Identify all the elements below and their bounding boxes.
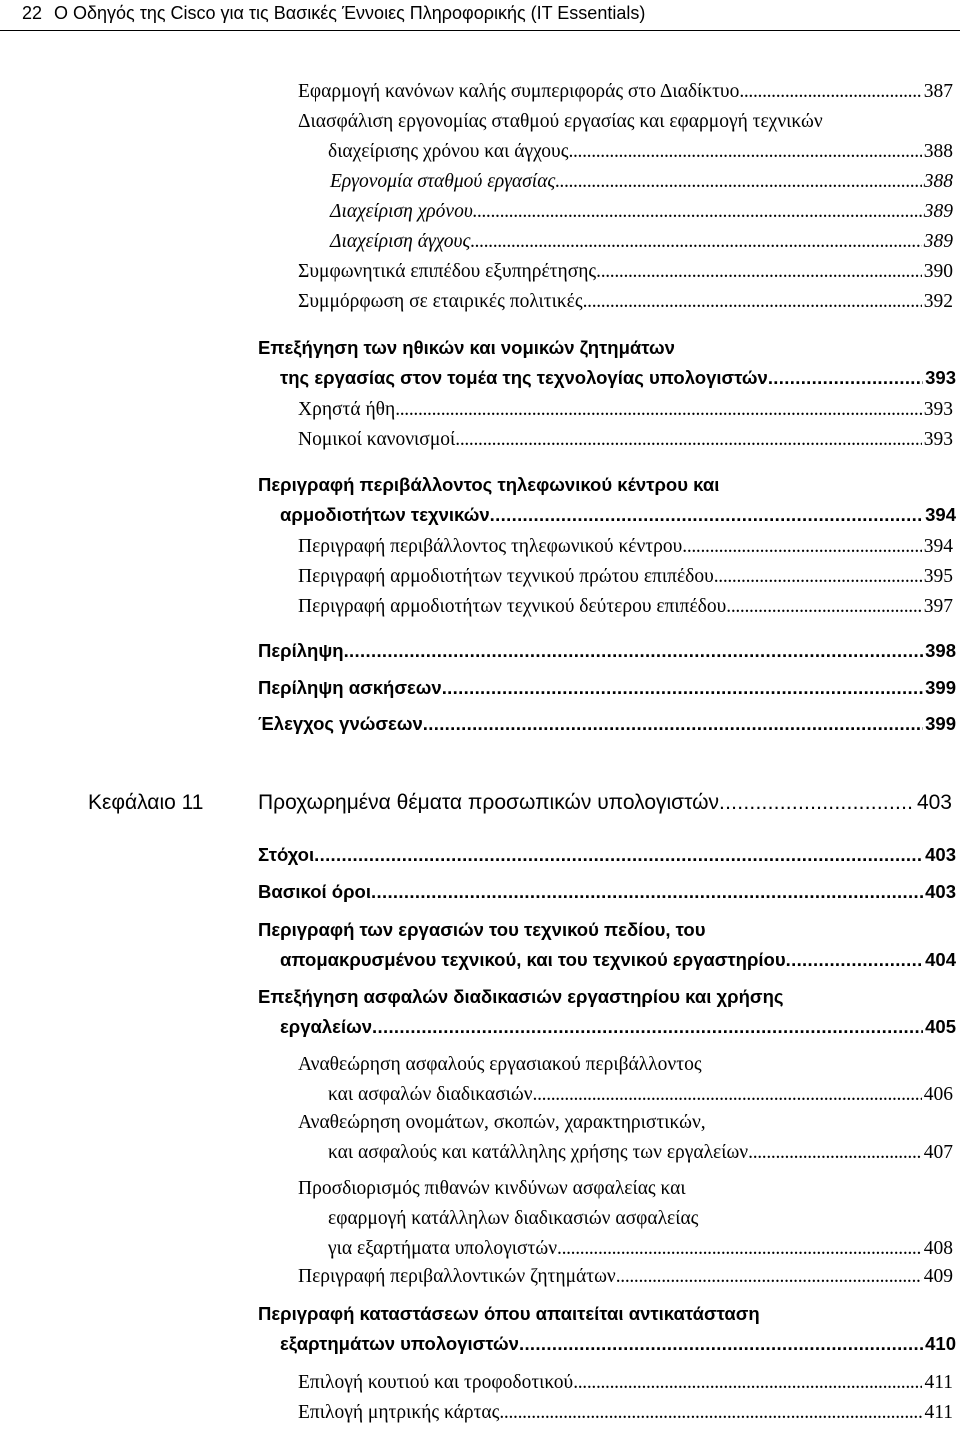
toc-entry-page: 398 [925, 640, 956, 661]
dot-leader [719, 786, 915, 820]
toc-entry [0, 470, 960, 530]
toc-entry [0, 77, 960, 107]
toc-entry-line [258, 333, 956, 363]
toc-entry-line [280, 945, 956, 975]
page-header [0, 0, 960, 31]
toc-entry-page: 407 [923, 1142, 953, 1163]
toc-entry-title: Περιγραφή καταστάσεων όπου απαιτείται αντικατάσταση [258, 1303, 760, 1324]
chapter-label: Κεφάλαιο 11 [88, 791, 204, 814]
toc-entry-title: Αναθεώρηση ονομάτων, σκοπών, χαρακτηριστικών, [298, 1112, 706, 1133]
toc-entry-page: 390 [923, 261, 953, 282]
dot-leader [519, 1329, 923, 1359]
toc-entry-line [280, 500, 956, 530]
toc-entry-page: 394 [923, 536, 953, 557]
toc-entry-line [298, 77, 953, 107]
toc-entry-title: απομακρυσμένου τεχνικού, και του τεχνικού εργαστηρίου [280, 949, 786, 970]
toc-entry-title: Διασφάλιση εργονομίας σταθμού εργασίας και εφαρμογή τεχνικών [298, 111, 823, 132]
dot-leader [314, 840, 923, 870]
toc-entry-line [330, 197, 953, 227]
toc-entry-title: Εργονομία σταθμού εργασίας [330, 171, 556, 192]
toc-entry-page: 408 [923, 1238, 953, 1259]
toc-entry-line [298, 1050, 953, 1080]
dot-leader [748, 1138, 922, 1168]
toc-entry-page: 388 [923, 141, 953, 162]
toc-entry-title: Χρηστά ήθη [298, 399, 396, 420]
toc-entry-page: 411 [924, 1372, 953, 1393]
toc-entry [0, 425, 960, 455]
toc-entry-title: αρμοδιοτήτων τεχνικών [280, 504, 490, 525]
toc-entry-title: Συμμόρφωση σε εταιρικές πολιτικές [298, 291, 583, 312]
toc-entry-line [298, 532, 953, 562]
toc-entry-page: 395 [923, 566, 953, 587]
dot-leader [344, 636, 924, 666]
toc-entry-line [328, 1138, 953, 1168]
toc-entry-page: 410 [925, 1333, 956, 1354]
toc-entry-title: Εφαρμογή κανόνων καλής συμπεριφοράς στο Διαδίκτυο [298, 81, 740, 102]
toc-entry-page: 393 [923, 429, 953, 450]
dot-leader [455, 425, 921, 455]
dot-leader [573, 1368, 922, 1398]
toc-entry-line [328, 1080, 953, 1110]
toc-entry-line [298, 395, 953, 425]
toc-entry-page: 404 [925, 949, 956, 970]
toc-entry-line [298, 1398, 953, 1428]
toc-entry-page: 387 [923, 81, 953, 102]
dot-leader [726, 592, 921, 622]
dot-leader [395, 395, 922, 425]
toc-entry-title: και ασφαλών διαδικασιών [328, 1084, 533, 1105]
toc-entry [0, 197, 960, 227]
dot-leader [371, 877, 923, 907]
dot-leader [682, 532, 921, 562]
dot-leader [473, 197, 922, 227]
toc-entry [0, 636, 960, 666]
toc-entry-line [258, 1299, 956, 1329]
toc-entry-line [258, 840, 956, 870]
toc-entry-title: Διαχείριση χρόνου [330, 201, 473, 222]
toc-entry-page: 392 [923, 291, 953, 312]
dot-leader [442, 673, 923, 703]
toc-entry-page: 389 [923, 201, 953, 222]
toc-entry-line [328, 137, 953, 167]
chapter-page: 403 [916, 791, 952, 814]
toc-entry-page: 403 [925, 844, 956, 865]
toc-entry-page: 406 [923, 1084, 953, 1105]
dot-leader [557, 1234, 922, 1264]
toc-entry [0, 1299, 960, 1359]
toc-entry-line [298, 1108, 953, 1138]
toc-entry [0, 1108, 960, 1168]
toc-entry-title: Περιγραφή περιβάλλοντος τηλεφωνικού κέντρου και [258, 474, 720, 495]
toc-entry-line [298, 257, 953, 287]
toc-entry-title: της εργασίας στον τομέα της τεχνολογίας υπολογιστών [280, 367, 768, 388]
toc-entry-line [298, 562, 953, 592]
toc-entry-line [298, 107, 953, 137]
toc-entry-line [328, 1204, 953, 1234]
running-title: Ο Οδηγός της Cisco για τις Βασικές Έννοιες Πληροφορικής (IT Essentials) [54, 3, 646, 23]
dot-leader [786, 945, 924, 975]
toc-entry-title: εφαρμογή κατάλληλων διαδικασιών ασφαλείας [328, 1208, 699, 1229]
dot-leader [470, 227, 921, 257]
toc-entry [0, 709, 960, 739]
toc-entry [0, 562, 960, 592]
dot-leader [768, 363, 923, 393]
toc-entry-title: Επεξήγηση ασφαλών διαδικασιών εργαστηρίου και χρήσης [258, 986, 784, 1007]
toc-entry-line [298, 287, 953, 317]
dot-leader [568, 137, 921, 167]
toc-entry-title: διαχείρισης χρόνου και άγχους [328, 141, 569, 162]
toc-entry-page: 397 [923, 596, 953, 617]
toc-entry [0, 1174, 960, 1264]
toc-entry-page: 388 [923, 171, 953, 192]
dot-leader [423, 709, 923, 739]
toc-entry-page: 399 [925, 713, 956, 734]
toc-entry-line [280, 363, 956, 393]
toc-entry [0, 107, 960, 167]
toc-entry-title: Προσδιορισμός πιθανών κινδύνων ασφαλείας και [298, 1178, 686, 1199]
toc-entry-title: εργαλείων [280, 1016, 373, 1037]
toc-entry-title: Περιγραφή περιβάλλοντος τηλεφωνικού κέντρου [298, 536, 683, 557]
toc-entry-page: 405 [925, 1016, 956, 1037]
toc-entry-line [258, 470, 956, 500]
toc-entry-line [258, 982, 956, 1012]
toc-entry [0, 333, 960, 393]
toc-entry [0, 982, 960, 1042]
toc-entry-line [298, 1262, 953, 1292]
toc-entry-page: 403 [925, 881, 956, 902]
toc-entry-line [298, 592, 953, 622]
toc-entry-title: για εξαρτήματα υπολογιστών [328, 1238, 558, 1259]
page-number: 22 [22, 3, 43, 23]
toc-entry-title: Περιγραφή αρμοδιοτήτων τεχνικού πρώτου επιπέδου [298, 566, 714, 587]
toc-entry-title: Βασικοί όροι [258, 881, 371, 902]
toc-entry-line [258, 709, 956, 739]
toc-entry-title: Επιλογή κουτιού και τροφοδοτικού [298, 1372, 574, 1393]
toc-entry-page: 394 [925, 504, 956, 525]
toc-entry-page: 409 [923, 1266, 953, 1287]
dot-leader [583, 287, 922, 317]
toc-entry-title: Στόχοι [258, 844, 315, 865]
dot-leader [490, 500, 923, 530]
toc-entry-line [330, 167, 953, 197]
dot-leader [739, 77, 921, 107]
toc-entry [0, 287, 960, 317]
toc-entry-line [298, 1174, 953, 1204]
chapter-heading [0, 786, 960, 820]
chapter-title: Προχωρημένα θέματα προσωπικών υπολογιστών [258, 791, 720, 814]
toc-entry-line [328, 1234, 953, 1264]
toc-entry-title: Συμφωνητικά επιπέδου εξυπηρέτησης [298, 261, 597, 282]
dot-leader [616, 1262, 922, 1292]
toc-entry-page: 399 [925, 677, 956, 698]
toc-entry [0, 915, 960, 975]
toc-entry [0, 532, 960, 562]
toc-entry-title: Νομικοί κανονισμοί [298, 429, 456, 450]
toc-entry [0, 257, 960, 287]
dot-leader [533, 1080, 922, 1110]
toc-entry-title: Έλεγχος γνώσεων [258, 713, 423, 734]
dot-leader [555, 167, 921, 197]
dot-leader [596, 257, 922, 287]
toc-entry-line [280, 1329, 956, 1359]
dot-leader [714, 562, 922, 592]
toc-entry-page: 393 [925, 367, 956, 388]
toc-entry-line [298, 1368, 953, 1398]
toc-entry-line [280, 1012, 956, 1042]
toc-entry [0, 1398, 960, 1428]
toc-entry-line [330, 227, 953, 257]
toc-entry-title: Επεξήγηση των ηθικών και νομικών ζητημάτων [258, 337, 675, 358]
toc-entry-line [298, 425, 953, 455]
toc-entry-title: Περιγραφή περιβαλλοντικών ζητημάτων [298, 1266, 616, 1287]
toc-entry-line [258, 877, 956, 907]
toc-entry [0, 167, 960, 197]
toc-entry [0, 592, 960, 622]
toc-entry-title: και ασφαλούς και κατάλληλης χρήσης των εργαλείων [328, 1142, 749, 1163]
toc-entry-title: Διαχείριση άγχους [330, 231, 471, 252]
toc-entry [0, 395, 960, 425]
toc-entry-line [258, 636, 956, 666]
toc-entry [0, 673, 960, 703]
toc-entry-page: 393 [923, 399, 953, 420]
toc-entry [0, 877, 960, 907]
toc-entry-title: εξαρτημάτων υπολογιστών [280, 1333, 519, 1354]
dot-leader [499, 1398, 922, 1428]
toc-entry [0, 840, 960, 870]
toc-entry-title: Αναθεώρηση ασφαλούς εργασιακού περιβάλλοντος [298, 1054, 702, 1075]
toc-entry-line [258, 915, 956, 945]
toc-entry-title: Περίληψη ασκήσεων [258, 677, 442, 698]
toc-entry [0, 1262, 960, 1292]
toc-entry [0, 1368, 960, 1398]
toc-entry-title: Περιγραφή αρμοδιοτήτων τεχνικού δεύτερου επιπέδου [298, 596, 727, 617]
toc-entry-title: Περιγραφή των εργασιών του τεχνικού πεδίου, του [258, 919, 706, 940]
toc-entry-page: 389 [923, 231, 953, 252]
toc-entry [0, 1050, 960, 1110]
toc-entry [0, 227, 960, 257]
toc-entry-title: Περίληψη [258, 640, 344, 661]
toc-entry-title: Επιλογή μητρικής κάρτας [298, 1402, 500, 1423]
dot-leader [372, 1012, 923, 1042]
toc-entry-page: 411 [924, 1402, 953, 1423]
toc-entry-line [258, 673, 956, 703]
